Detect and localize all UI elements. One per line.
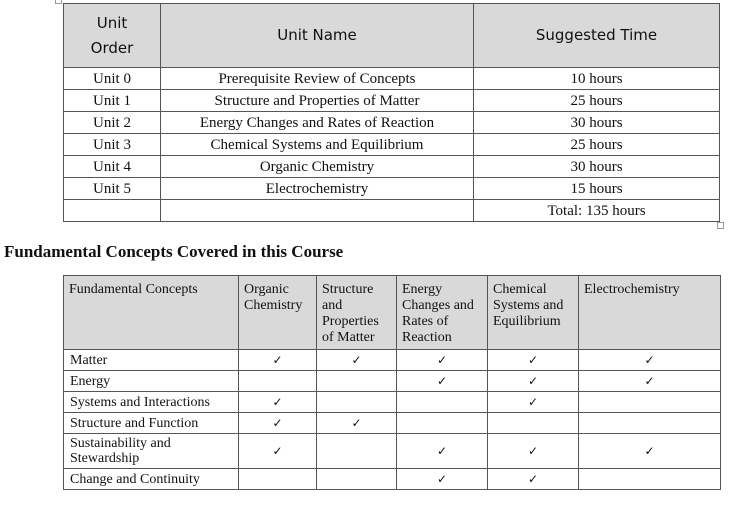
concepts-table [63,275,721,490]
header-electrochemistry: Electrochemistry [579,276,721,350]
unit-time: 15 hours [474,178,720,200]
header-chemical-systems: Chemical Systems and Equilibrium [488,276,579,350]
check-mark [317,469,397,490]
check-mark [317,371,397,392]
table-row [64,392,721,413]
table-row [64,413,721,434]
unit-name: Energy Changes and Rates of Reaction [161,112,474,134]
header-energy-changes: Energy Changes and Rates of Reaction [397,276,488,350]
unit-name: Structure and Properties of Matter [161,90,474,112]
table-row [64,68,720,90]
check-mark: ✓ [317,413,397,434]
empty-cell [161,200,474,222]
check-mark: ✓ [488,434,579,469]
concepts-header-row [64,276,721,350]
check-mark: ✓ [397,350,488,371]
check-mark: ✓ [317,350,397,371]
unit-order: Unit 5 [64,178,161,200]
concept-name: Change and Continuity [64,469,239,490]
concept-name: Energy [64,371,239,392]
concept-name: Sustainability and Stewardship [64,434,239,469]
table-row [64,178,720,200]
units-header-row [64,4,720,68]
check-mark: ✓ [488,469,579,490]
table-row [64,112,720,134]
check-mark [239,469,317,490]
check-mark: ✓ [579,434,721,469]
total-hours: Total: 135 hours [474,200,720,222]
empty-cell [64,200,161,222]
concept-name: Matter [64,350,239,371]
header-fundamental-concepts: Fundamental Concepts [64,276,239,350]
concept-name: Structure and Function [64,413,239,434]
check-mark [317,434,397,469]
check-mark: ✓ [397,469,488,490]
unit-name: Electrochemistry [161,178,474,200]
table-row [64,434,721,469]
check-mark [579,469,721,490]
unit-time: 10 hours [474,68,720,90]
check-mark [397,392,488,413]
header-unit-order: Unit Order [64,4,161,68]
check-mark: ✓ [579,350,721,371]
units-table [63,3,720,222]
unit-time: 30 hours [474,156,720,178]
concept-name: Systems and Interactions [64,392,239,413]
unit-time: 25 hours [474,90,720,112]
header-structure-properties: Structure and Properties of Matter [317,276,397,350]
table-row [64,134,720,156]
check-mark [397,413,488,434]
section-heading: Fundamental Concepts Covered in this Course [4,242,344,261]
check-mark: ✓ [239,413,317,434]
table-row [64,156,720,178]
check-mark: ✓ [488,371,579,392]
unit-order: Unit 0 [64,68,161,90]
check-mark [317,392,397,413]
header-organic-chemistry: Organic Chemistry [239,276,317,350]
table-row [64,90,720,112]
table-row [64,371,721,392]
table-resize-handle-top[interactable] [55,0,62,4]
unit-time: 30 hours [474,112,720,134]
unit-time: 25 hours [474,134,720,156]
unit-order: Unit 1 [64,90,161,112]
unit-name: Prerequisite Review of Concepts [161,68,474,90]
check-mark [239,371,317,392]
check-mark: ✓ [488,350,579,371]
check-mark: ✓ [239,434,317,469]
total-row [64,200,720,222]
check-mark: ✓ [239,392,317,413]
header-suggested-time: Suggested Time [474,4,720,68]
unit-order: Unit 2 [64,112,161,134]
check-mark: ✓ [579,371,721,392]
check-mark [579,413,721,434]
header-unit-name: Unit Name [161,4,474,68]
check-mark: ✓ [488,392,579,413]
table-resize-handle-bottom[interactable] [717,222,724,229]
table-row [64,350,721,371]
check-mark: ✓ [239,350,317,371]
unit-name: Organic Chemistry [161,156,474,178]
check-mark [488,413,579,434]
unit-name: Chemical Systems and Equilibrium [161,134,474,156]
check-mark: ✓ [397,371,488,392]
check-mark: ✓ [397,434,488,469]
table-row [64,469,721,490]
unit-order: Unit 3 [64,134,161,156]
unit-order: Unit 4 [64,156,161,178]
check-mark [579,392,721,413]
